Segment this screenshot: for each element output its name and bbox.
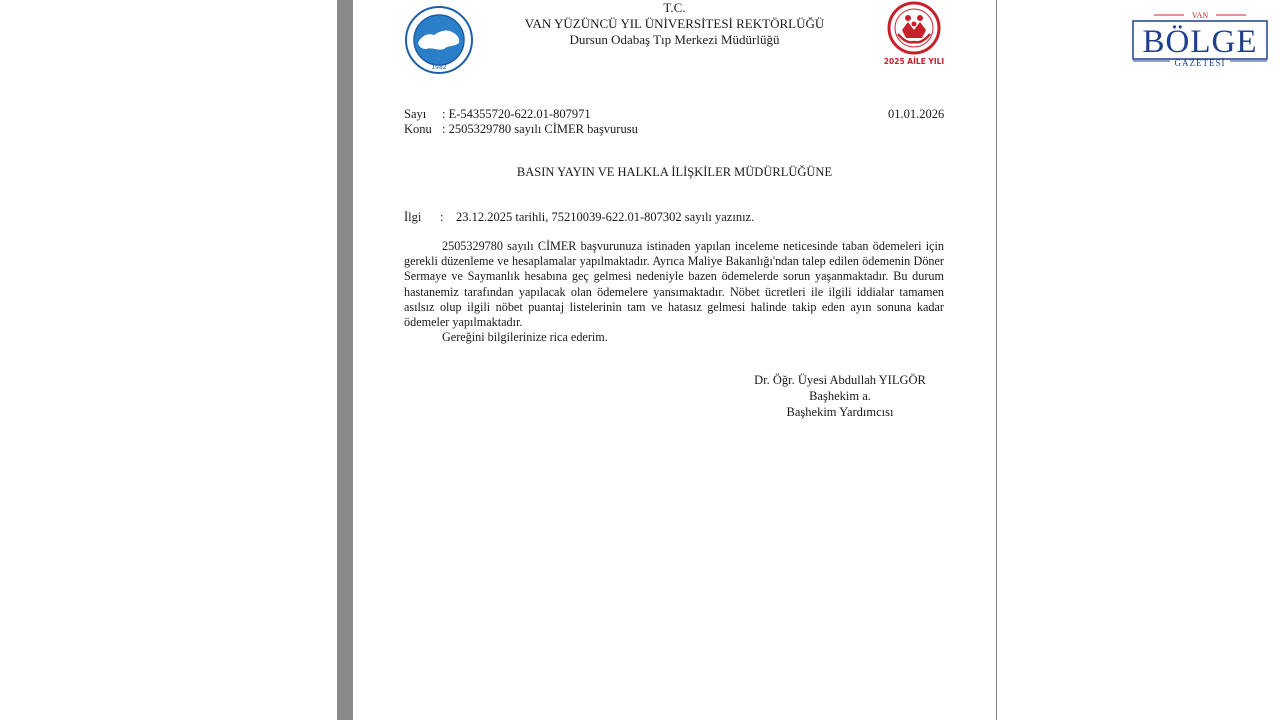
family-year-logo	[876, 0, 952, 70]
ilgi-value: 23.12.2025 tarihli, 75210039-622.01-807302 sayılı yazınız.	[456, 210, 755, 224]
signature-block	[740, 372, 940, 420]
body-paragraph-1: 2505329780 sayılı CİMER başvurunuza istinaden yapılan inceleme neticesinde taban ödemeleri için gerekli düzenleme ve hesaplamalar yapılmaktadır. Ayrıca Maliye Bakanlığı'ndan talep edilen ödemenin Döner Sermaye ve Saymanlık hesabına geç gelmesi nedeniyle bazen ödemelerde sorun yaşanmaktadır. Bu durum hastanemiz tarafından yapılacak olan ödemelere yansımaktadır. Nöbet ücretleri ile ilgili iddialar tamamen asılsız olup ilgili nöbet puantaj listelerinin tam ve hatasız gelmesi halinde takip eden ayın sonuna kadar ödemeler yapılmaktadır.	[404, 239, 944, 330]
signatory-name: Dr. Öğr. Üyesi Abdullah YILGÖR	[754, 373, 926, 387]
brand-main-text: BÖLGE	[1142, 24, 1258, 60]
ilgi-row	[404, 209, 754, 225]
letter-body	[404, 239, 944, 345]
document-date: 01.01.2026	[888, 107, 945, 121]
van-bolge-gazetesi-logo	[1130, 10, 1270, 70]
body-paragraph-2: Gereğini bilgilerinize rica ederim.	[442, 330, 608, 345]
brand-sub-text: GAZETESİ	[1174, 58, 1226, 68]
konu-value: : 2505329780 sayılı CİMER başvurusu	[442, 122, 638, 136]
letterhead-line-university: VAN YÜZÜNCÜ YIL ÜNİVERSİTESİ REKTÖRLÜĞÜ	[524, 16, 825, 31]
signatory-title-2: Başhekim Yardımcısı	[786, 405, 894, 419]
ilgi-separator: :	[440, 210, 444, 224]
sayi-value: : E-54355720-622.01-807971	[442, 107, 591, 121]
letterhead-line-department: Dursun Odabaş Tıp Merkezi Müdürlüğü	[569, 32, 780, 47]
ilgi-label: İlgi	[404, 210, 422, 224]
signatory-title-1: Başhekim a.	[809, 389, 871, 403]
family-year-caption: 2025 AİLE YILI	[883, 57, 945, 66]
recipient: BASIN YAYIN VE HALKLA İLİŞKİLER MÜDÜRLÜĞÜNE	[516, 165, 833, 179]
sayi-label: Sayı	[404, 107, 427, 121]
sayi-row	[404, 106, 591, 122]
konu-label: Konu	[404, 122, 432, 136]
letterhead-line-tc: T.C.	[663, 0, 686, 15]
brand-top-text: VAN	[1191, 11, 1209, 20]
university-logo-year: 1982	[431, 64, 447, 71]
konu-row	[404, 121, 638, 137]
